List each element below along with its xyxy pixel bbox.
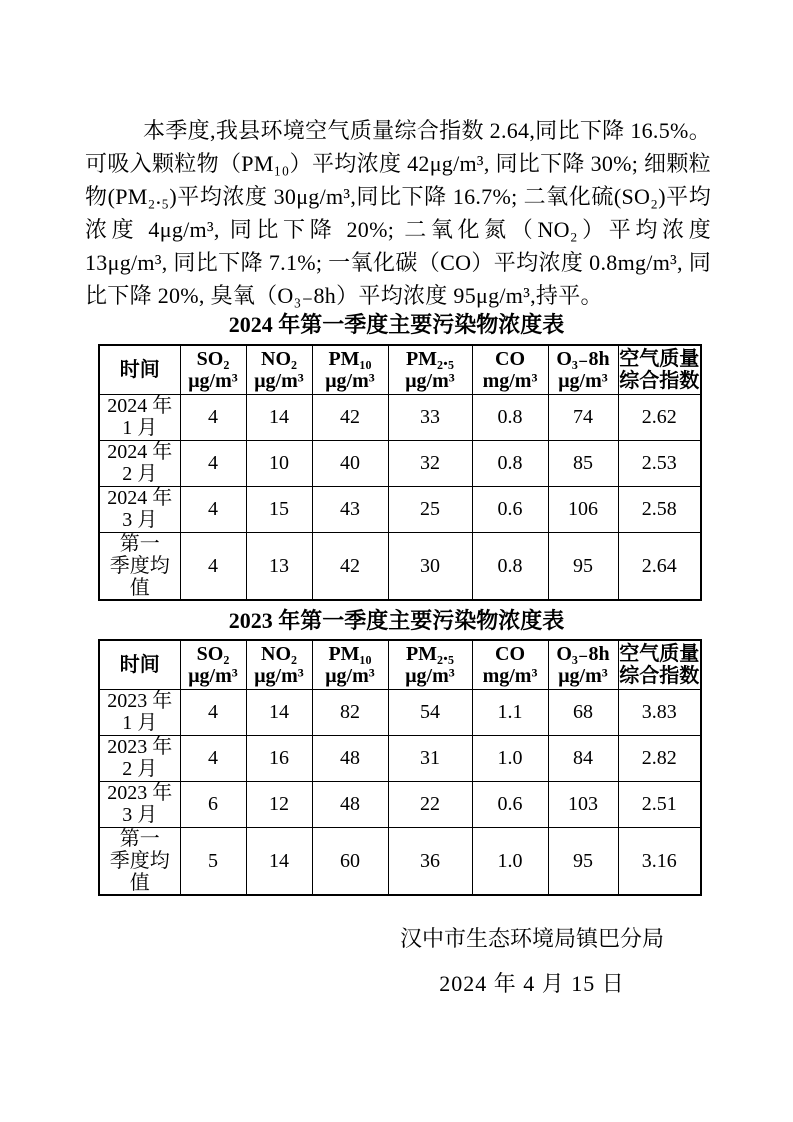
intro-paragraph: 本季度,我县环境空气质量综合指数 2.64,同比下降 16.5%。可吸入颗粒物（PM₁₀）平均浓度 42μg/m³, 同比下降 30%; 细颗粒物(PM₂.₅)平均浓度 30μg/m³,同比下降 16.7%; 二氧化硫(SO₂)平均浓度 4μg/m³, 同比下降 20%; 二氧化氮（NO₂）平均浓度 13μg/m³, 同比下降 7.1%; 一氧化碳（CO）平均浓度 0.8mg/m³, 同比下降 20%, 臭氧（O₃₋8h）平均浓度 95μg/m³,持平。	[85, 118, 711, 308]
value-cell: 0.8	[472, 394, 548, 440]
table-row	[99, 532, 701, 600]
signature-block	[267, 924, 793, 999]
table-title-2023: 2023 年第一季度主要污染物浓度表	[228, 608, 565, 633]
column-header-so2: SO₂ μg/m³	[180, 640, 246, 689]
value-cell: 60	[312, 827, 388, 895]
value-cell: 36	[388, 827, 472, 895]
column-header-aqi: 空气质量 综合指数	[618, 345, 701, 394]
value-cell: 2.51	[618, 781, 701, 827]
value-cell: 40	[312, 440, 388, 486]
header-row	[99, 345, 701, 394]
table-title-2024: 2024 年第一季度主要污染物浓度表	[228, 312, 565, 337]
period-cell: 2024 年 1 月	[99, 394, 180, 440]
column-header-so2: SO₂ μg/m³	[180, 345, 246, 394]
table-row	[99, 827, 701, 895]
value-cell: 0.6	[472, 486, 548, 532]
value-cell: 82	[312, 689, 388, 735]
value-cell: 10	[246, 440, 312, 486]
value-cell: 1.1	[472, 689, 548, 735]
value-cell: 2.62	[618, 394, 701, 440]
column-header-o3: O₃₋8h μg/m³	[548, 640, 618, 689]
column-header-no2: NO₂ μg/m³	[246, 640, 312, 689]
value-cell: 25	[388, 486, 472, 532]
column-header-pm25: PM₂.₅ μg/m³	[388, 345, 472, 394]
table-row	[99, 486, 701, 532]
value-cell: 95	[548, 827, 618, 895]
value-cell: 16	[246, 735, 312, 781]
column-header-o3: O₃₋8h μg/m³	[548, 345, 618, 394]
value-cell: 54	[388, 689, 472, 735]
value-cell: 3.83	[618, 689, 701, 735]
value-cell: 30	[388, 532, 472, 600]
value-cell: 2.82	[618, 735, 701, 781]
period-cell: 2023 年 2 月	[99, 735, 180, 781]
period-cell: 2023 年 1 月	[99, 689, 180, 735]
value-cell: 14	[246, 827, 312, 895]
column-header-co: CO mg/m³	[472, 345, 548, 394]
value-cell: 12	[246, 781, 312, 827]
period-cell: 2024 年 2 月	[99, 440, 180, 486]
value-cell: 68	[548, 689, 618, 735]
value-cell: 4	[180, 486, 246, 532]
column-header-pm10: PM₁₀ μg/m³	[312, 345, 388, 394]
value-cell: 2.53	[618, 440, 701, 486]
period-cell: 2023 年 3 月	[99, 781, 180, 827]
value-cell: 3.16	[618, 827, 701, 895]
issuing-agency: 汉中市生态环境局镇巴分局	[399, 926, 664, 951]
value-cell: 6	[180, 781, 246, 827]
period-cell: 第一 季度均值	[99, 532, 180, 600]
pollutant-table-2024	[98, 344, 702, 601]
value-cell: 95	[548, 532, 618, 600]
value-cell: 85	[548, 440, 618, 486]
value-cell: 42	[312, 394, 388, 440]
column-header-pm10: PM₁₀ μg/m³	[312, 640, 388, 689]
table-row	[99, 735, 701, 781]
value-cell: 33	[388, 394, 472, 440]
value-cell: 1.0	[472, 735, 548, 781]
table-row	[99, 781, 701, 827]
table-row	[99, 394, 701, 440]
value-cell: 103	[548, 781, 618, 827]
value-cell: 106	[548, 486, 618, 532]
value-cell: 4	[180, 689, 246, 735]
column-header-pm25: PM₂.₅ μg/m³	[388, 640, 472, 689]
value-cell: 84	[548, 735, 618, 781]
value-cell: 0.8	[472, 440, 548, 486]
value-cell: 2.58	[618, 486, 701, 532]
value-cell: 42	[312, 532, 388, 600]
column-header-no2: NO₂ μg/m³	[246, 345, 312, 394]
value-cell: 48	[312, 781, 388, 827]
column-header-co: CO mg/m³	[472, 640, 548, 689]
value-cell: 4	[180, 394, 246, 440]
period-cell: 第一 季度均值	[99, 827, 180, 895]
value-cell: 32	[388, 440, 472, 486]
value-cell: 48	[312, 735, 388, 781]
value-cell: 74	[548, 394, 618, 440]
value-cell: 4	[180, 532, 246, 600]
value-cell: 13	[246, 532, 312, 600]
value-cell: 31	[388, 735, 472, 781]
value-cell: 4	[180, 735, 246, 781]
value-cell: 0.8	[472, 532, 548, 600]
value-cell: 15	[246, 486, 312, 532]
column-header-aqi: 空气质量 综合指数	[618, 640, 701, 689]
header-row	[99, 640, 701, 689]
value-cell: 2.64	[618, 532, 701, 600]
table-row	[99, 689, 701, 735]
value-cell: 14	[246, 394, 312, 440]
issue-date: 2024 年 4 月 15 日	[439, 971, 625, 996]
value-cell: 1.0	[472, 827, 548, 895]
period-cell: 2024 年 3 月	[99, 486, 180, 532]
pollutant-table-2023	[98, 639, 702, 896]
value-cell: 5	[180, 827, 246, 895]
value-cell: 0.6	[472, 781, 548, 827]
column-header-time: 时间	[99, 345, 180, 394]
value-cell: 43	[312, 486, 388, 532]
value-cell: 22	[388, 781, 472, 827]
value-cell: 14	[246, 689, 312, 735]
table-row	[99, 440, 701, 486]
column-header-time: 时间	[99, 640, 180, 689]
value-cell: 4	[180, 440, 246, 486]
